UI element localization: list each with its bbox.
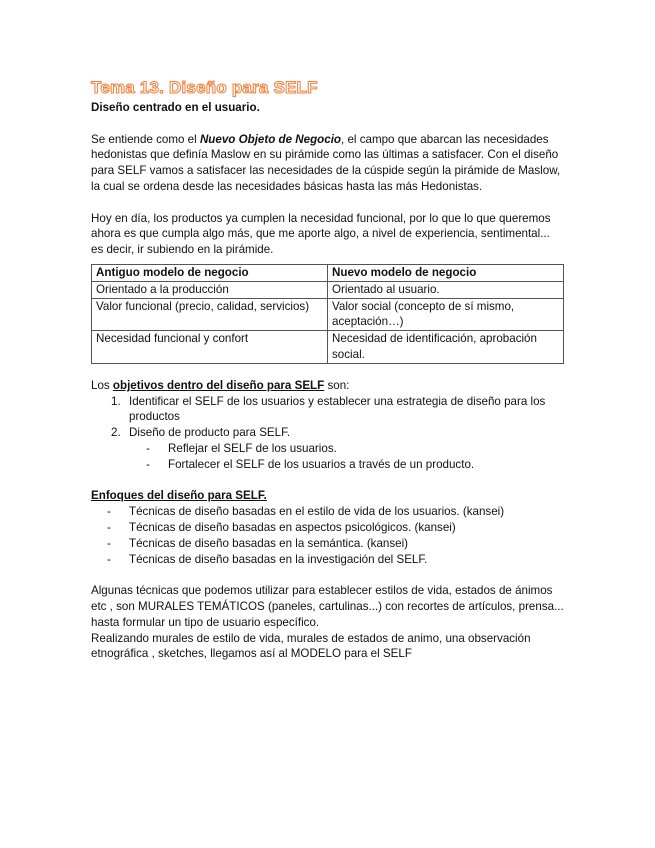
table-header: Nuevo modelo de negocio	[328, 264, 564, 281]
text-line: la cual se ordena desde las necesidades básicas hasta las más Hedonistas.	[91, 179, 483, 193]
table-row	[92, 281, 564, 298]
table-cell: Necesidad funcional y confort	[92, 331, 328, 364]
text-line: Algunas técnicas que podemos utilizar para establecer estilos de vida, estados de ánimos	[91, 584, 553, 598]
table-header-row	[92, 264, 564, 281]
table-row	[92, 298, 564, 331]
list-item	[91, 536, 566, 552]
text: Se entiende como el	[91, 132, 200, 146]
dash-bullet-icon: -	[107, 520, 111, 534]
list-text: Reflejar el SELF de los usuarios.	[168, 441, 337, 455]
dash-bullet-icon: -	[146, 457, 150, 471]
text-line: Hoy en día, los productos ya cumplen la necesidad funcional, por lo que lo que queremos	[91, 211, 551, 225]
list-item	[91, 552, 566, 568]
text-line: etc , son MURALES TEMÁTICOS (paneles, cartulinas...) con recortes de artículos, prensa...	[91, 599, 564, 613]
text-line: Realizando murales de estilo de vida, murales de estados de animo, una observación	[91, 631, 531, 645]
list-text: Fortalecer el SELF de los usuarios a través de un producto.	[168, 457, 475, 471]
list-text: Técnicas de diseño basadas en la investigación del SELF.	[129, 552, 428, 566]
dash-bullet-icon: -	[107, 536, 111, 550]
text: Los	[91, 378, 113, 392]
table-cell: Orientado a la producción	[92, 281, 328, 298]
text-line: hasta formular un tipo de usuario específico.	[91, 615, 320, 629]
list-number: 2.	[111, 426, 121, 440]
emphasis-text: Nuevo Objeto de Negocio	[199, 132, 342, 146]
table-cell: Valor social (concepto de sí mismo, aceptación…)	[328, 298, 564, 331]
list-item-continuation: productos	[129, 410, 180, 424]
document-title: Tema 13. Diseño para SELF	[91, 78, 318, 97]
text-line: es decir, ir subiendo en la pirámide.	[91, 243, 274, 257]
enfoques-section	[91, 488, 566, 567]
dash-bullet-icon: -	[107, 505, 111, 519]
text-line: etnográfica , sketches, llegamos así al MODELO para el SELF	[91, 647, 412, 661]
objetivos-heading: objetivos dentro del diseño para SELF	[112, 378, 325, 392]
paragraph-today	[91, 211, 566, 258]
document-page	[91, 78, 566, 662]
paragraph-intro	[91, 132, 566, 195]
text-line: ahora es que cumpla algo más, que me aporte algo, a nivel de experiencia, sentimental...	[91, 227, 550, 241]
list-number: 1.	[111, 394, 121, 408]
list-item	[91, 425, 566, 441]
table-header: Antiguo modelo de negocio	[92, 264, 328, 281]
dash-bullet-icon: -	[146, 441, 150, 455]
list-text: Identificar el SELF de los usuarios y establecer una estrategia de diseño para los	[129, 394, 546, 408]
table-cell: Valor funcional (precio, calidad, servicios)	[92, 298, 328, 331]
list-text: Diseño de producto para SELF.	[129, 426, 291, 440]
list-item	[91, 394, 566, 410]
table-row	[92, 331, 564, 364]
comparison-table	[91, 264, 564, 364]
list-text: Técnicas de diseño basadas en aspectos psicológicos. (kansei)	[129, 520, 456, 534]
table-cell: Orientado al usuario.	[328, 281, 564, 298]
dash-bullet-icon: -	[107, 552, 111, 566]
subtitle: Diseño centrado en el usuario.	[91, 101, 260, 114]
text: , el campo que abarcan las necesidades	[341, 132, 549, 146]
paragraph-murales	[91, 583, 566, 662]
list-text: Técnicas de diseño basadas en la semántica. (kansei)	[129, 536, 409, 550]
sub-list-item	[91, 441, 566, 457]
table-cell: Necesidad de identificación, aprobación social.	[328, 331, 564, 364]
list-item	[91, 520, 566, 536]
text: son:	[324, 378, 350, 392]
list-text: Técnicas de diseño basadas en el estilo de vida de los usuarios. (kansei)	[129, 505, 505, 519]
sub-list-item	[91, 457, 566, 473]
enfoques-heading: Enfoques del diseño para SELF.	[91, 489, 267, 503]
text-line: para SELF vamos a satisfacer las necesidades de la cúspide según la pirámide de Maslow,	[91, 164, 561, 178]
objetivos-section	[91, 378, 566, 473]
list-item	[91, 504, 566, 520]
text-line: hedonistas que definía Maslow en su pirámide como las últimas a satisfacer. Con el diseño	[91, 148, 559, 162]
